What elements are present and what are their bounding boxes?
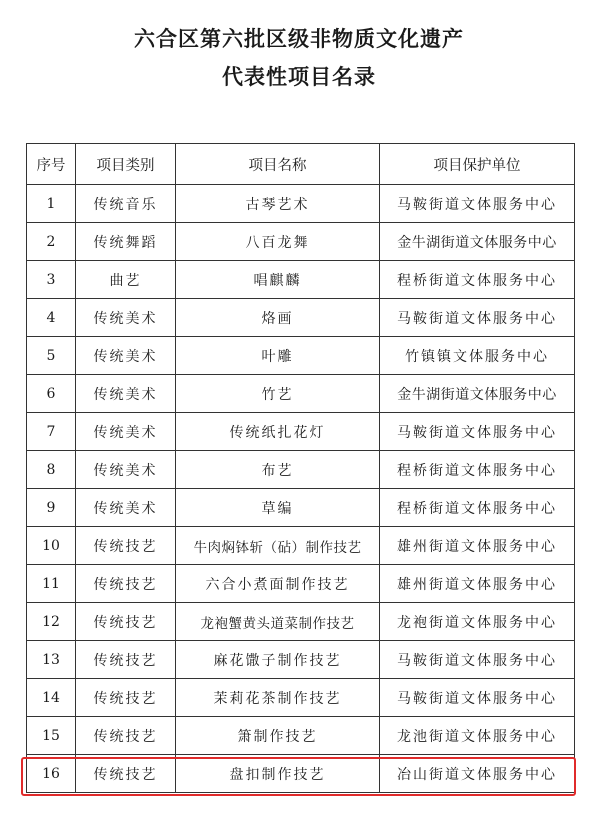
row-category: 传统美术 [76,489,176,527]
row-category: 传统美术 [76,337,176,375]
table-row [27,261,575,299]
row-category: 传统音乐 [76,185,176,223]
row-project-name: 茉莉花茶制作技艺 [176,679,380,717]
row-protection-unit: 金牛湖街道文体服务中心 [380,223,575,261]
row-category: 传统舞蹈 [76,223,176,261]
table-row [27,641,575,679]
row-number: 1 [27,185,76,223]
row-number: 14 [27,679,76,717]
table-row [27,717,575,755]
row-number: 11 [27,565,76,603]
header-category: 项目类别 [76,144,176,185]
row-category: 传统技艺 [76,755,176,793]
table-row [27,755,575,793]
row-category: 传统技艺 [76,565,176,603]
row-project-name: 牛肉焖钵斩（砧）制作技艺 [176,527,380,565]
row-number: 13 [27,641,76,679]
row-project-name: 竹艺 [176,375,380,413]
row-protection-unit: 马鞍街道文体服务中心 [380,413,575,451]
row-number: 12 [27,603,76,641]
row-category: 传统技艺 [76,527,176,565]
row-protection-unit: 程桥街道文体服务中心 [380,489,575,527]
row-project-name: 草编 [176,489,380,527]
row-protection-unit: 金牛湖街道文体服务中心 [380,375,575,413]
row-project-name: 八百龙舞 [176,223,380,261]
table-row [27,451,575,489]
row-category: 传统美术 [76,375,176,413]
row-number: 16 [27,755,76,793]
table-row [27,375,575,413]
row-project-name: 龙袍蟹黄头道菜制作技艺 [176,603,380,641]
table-row [27,299,575,337]
row-category: 传统技艺 [76,717,176,755]
row-category: 传统美术 [76,299,176,337]
row-project-name: 六合小煮面制作技艺 [176,565,380,603]
row-category: 传统美术 [76,413,176,451]
row-number: 3 [27,261,76,299]
table-row [27,223,575,261]
row-number: 9 [27,489,76,527]
heritage-table [26,143,575,793]
table-row [27,337,575,375]
row-protection-unit: 龙池街道文体服务中心 [380,717,575,755]
row-project-name: 盘扣制作技艺 [176,755,380,793]
row-protection-unit: 雄州街道文体服务中心 [380,565,575,603]
row-number: 10 [27,527,76,565]
row-project-name: 古琴艺术 [176,185,380,223]
row-protection-unit: 马鞍街道文体服务中心 [380,679,575,717]
header-name: 项目名称 [176,144,380,185]
title-line-1: 六合区第六批区级非物质文化遗产 [134,27,464,51]
row-category: 传统技艺 [76,641,176,679]
row-protection-unit: 马鞍街道文体服务中心 [380,299,575,337]
row-number: 7 [27,413,76,451]
row-protection-unit: 马鞍街道文体服务中心 [380,185,575,223]
row-number: 6 [27,375,76,413]
row-project-name: 箫制作技艺 [176,717,380,755]
row-number: 4 [27,299,76,337]
row-category: 传统技艺 [76,603,176,641]
row-category: 传统美术 [76,451,176,489]
row-project-name: 叶雕 [176,337,380,375]
row-number: 5 [27,337,76,375]
header-unit: 项目保护单位 [380,144,575,185]
row-project-name: 布艺 [176,451,380,489]
table-row [27,527,575,565]
header-no: 序号 [27,144,76,185]
row-number: 8 [27,451,76,489]
table-row [27,679,575,717]
row-project-name: 麻花馓子制作技艺 [176,641,380,679]
row-category: 传统技艺 [76,679,176,717]
row-number: 2 [27,223,76,261]
table-body [27,185,575,793]
table-row [27,565,575,603]
row-protection-unit: 竹镇镇文体服务中心 [380,337,575,375]
row-protection-unit: 冶山街道文体服务中心 [380,755,575,793]
table-row [27,185,575,223]
row-project-name: 烙画 [176,299,380,337]
row-protection-unit: 程桥街道文体服务中心 [380,451,575,489]
row-protection-unit: 龙袍街道文体服务中心 [380,603,575,641]
table-row [27,603,575,641]
row-project-name: 唱麒麟 [176,261,380,299]
row-protection-unit: 马鞍街道文体服务中心 [380,641,575,679]
row-category: 曲艺 [76,261,176,299]
table-row [27,489,575,527]
row-project-name: 传统纸扎花灯 [176,413,380,451]
row-protection-unit: 程桥街道文体服务中心 [380,261,575,299]
row-protection-unit: 雄州街道文体服务中心 [380,527,575,565]
table-header-row [27,144,575,185]
row-number: 15 [27,717,76,755]
table-row [27,413,575,451]
document-title [0,20,598,96]
title-line-2: 代表性项目名录 [222,65,376,89]
